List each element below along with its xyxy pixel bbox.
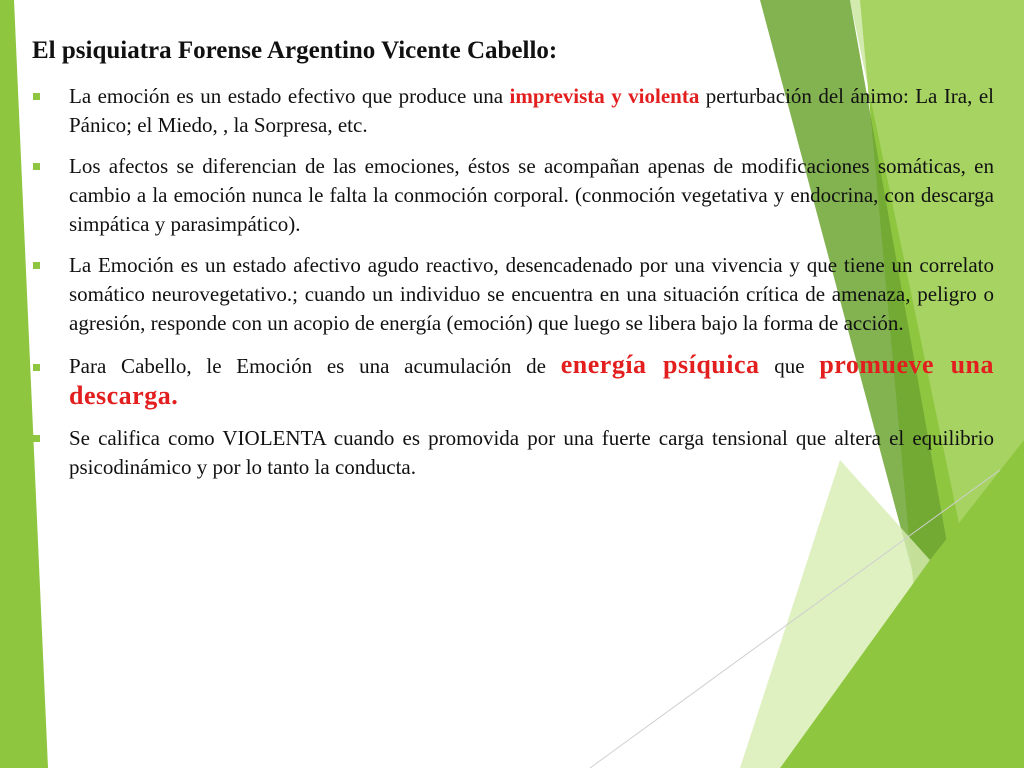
bullet-3-text: La Emoción es un estado afectivo agudo reactivo, desencadenado por una vivencia y que tiene un correlato somático neurovegetativo.; cuando un individuo se encuentra en una situación crítica de amenaza, peligro o agresión, responde con un acopio de energía (emoción) que luego se libera bajo la forma de acción. xyxy=(69,253,994,335)
bullet-4-highlight-2: promueve una descarga. xyxy=(69,350,994,410)
square-bullet-icon xyxy=(33,262,40,269)
bullet-1-text-before: La emoción es un estado efectivo que produce una xyxy=(69,84,510,108)
bullet-item-2 xyxy=(32,152,994,239)
bullet-4-highlight: energía psíquica xyxy=(560,350,760,379)
bullet-1-text-after: perturbación del ánimo: La Ira, el Pánico; el Miedo, , la Sorpresa, etc. xyxy=(69,84,994,137)
bullet-item-4 xyxy=(32,350,994,412)
bullet-list xyxy=(32,82,994,482)
square-bullet-icon xyxy=(33,435,40,442)
slide-content xyxy=(32,36,994,494)
bullet-5-text: Se califica como VIOLENTA cuando es promovida por una fuerte carga tensional que altera el equilibrio psicodinámico y por lo tanto la conducta. xyxy=(69,426,994,479)
bullet-4-text-before: Para Cabello, le Emoción es una acumulación de xyxy=(69,354,561,378)
slide-title: El psiquiatra Forense Argentino Vicente Cabello: xyxy=(32,37,558,64)
bullet-4-text-middle: que xyxy=(759,354,820,378)
bullet-item-3 xyxy=(32,251,994,338)
square-bullet-icon xyxy=(33,163,40,170)
square-bullet-icon xyxy=(33,364,40,371)
bullet-2-text: Los afectos se diferencian de las emociones, éstos se acompañan apenas de modificaciones somáticas, en cambio a la emoción nunca le falta la conmoción corporal. (conmoción vegetativa y endocrina, con descarga simpática y parasimpático). xyxy=(69,154,994,236)
bullet-1-highlight: imprevista y violenta xyxy=(509,84,700,108)
bullet-item-5 xyxy=(32,424,994,482)
bullet-item-1 xyxy=(32,82,994,140)
square-bullet-icon xyxy=(33,93,40,100)
